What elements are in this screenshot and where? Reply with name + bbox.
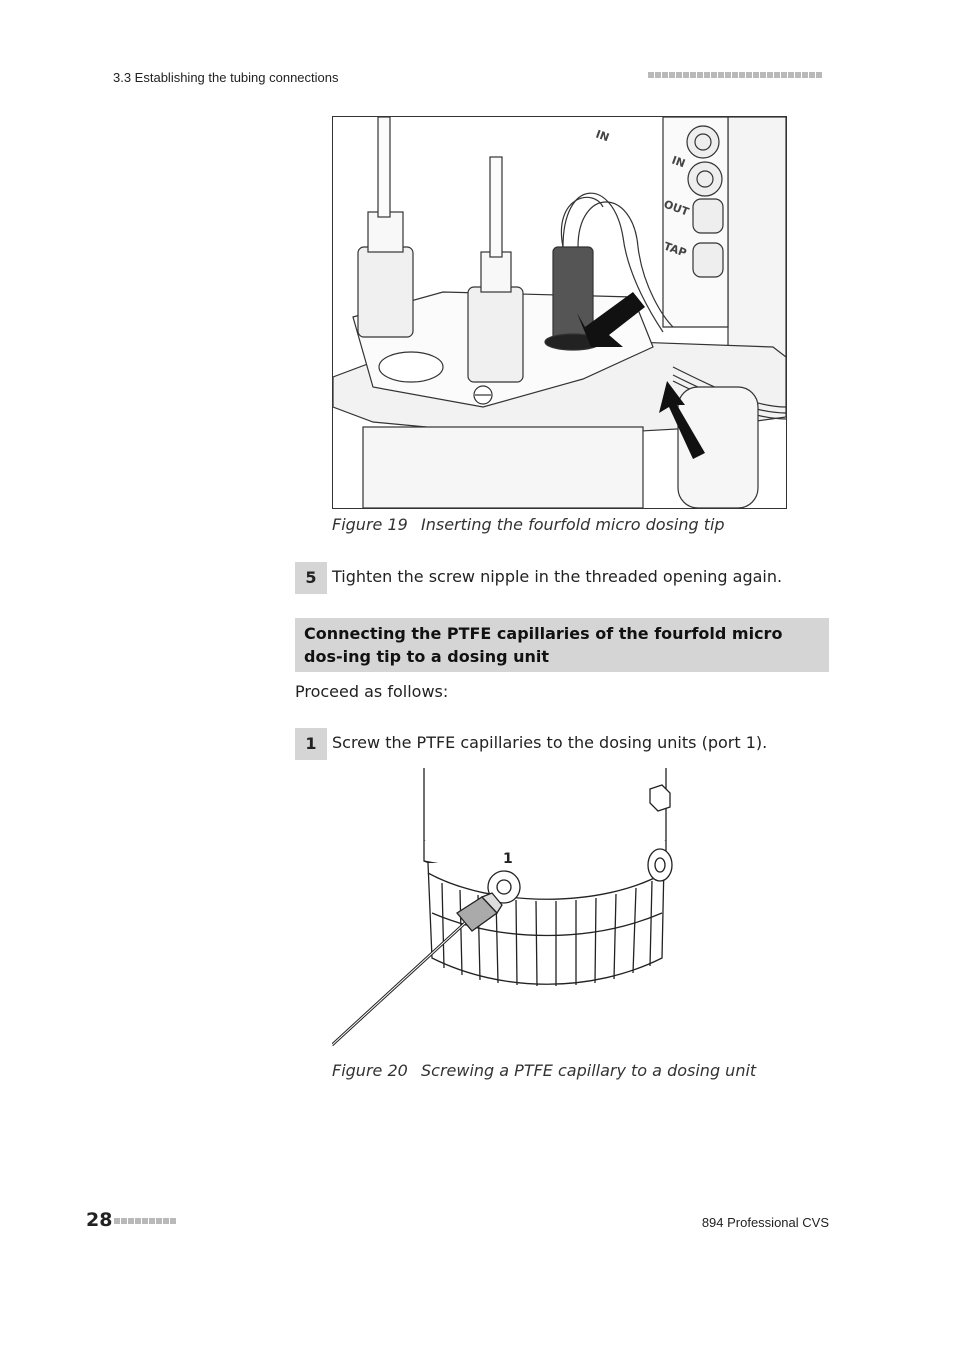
step-number: 5 (295, 562, 327, 594)
section-heading-box (295, 618, 829, 672)
step-number: 1 (295, 728, 327, 760)
panel-label-in-1: IN (593, 127, 611, 145)
footer-decoration (114, 1218, 176, 1224)
figure-20-caption (332, 1061, 756, 1080)
section-title: Connecting the PTFE capillaries of the fourfold micro dos-ing tip to a dosing unit (304, 624, 783, 666)
step-text: Screw the PTFE capillaries to the dosing units (port 1). (332, 733, 768, 752)
figure-19-label: Figure 19 (332, 515, 408, 534)
header-decoration (648, 72, 822, 78)
running-header: 3.3 Establishing the tubing connections (113, 70, 339, 85)
figure-20-caption-text: Screwing a PTFE capillary to a dosing unit (421, 1061, 757, 1080)
panel-label-tap: TAP (661, 239, 689, 260)
figure-20-label: Figure 20 (332, 1061, 408, 1080)
figure-19-illustration (332, 116, 787, 509)
panel-label-in-2: IN (669, 153, 687, 171)
figure-19-caption (332, 515, 725, 534)
panel-label-out: OUT (661, 197, 691, 219)
figure-20-illustration (332, 763, 787, 1053)
port-callout: 1 (503, 851, 513, 867)
intro-text: Proceed as follows: (295, 682, 449, 701)
step-text: Tighten the screw nipple in the threaded opening again. (332, 567, 783, 586)
page-number: 28 (86, 1209, 113, 1231)
figure-19-caption-text: Inserting the fourfold micro dosing tip (421, 515, 725, 534)
product-name: 894 Professional CVS (701, 1215, 829, 1230)
